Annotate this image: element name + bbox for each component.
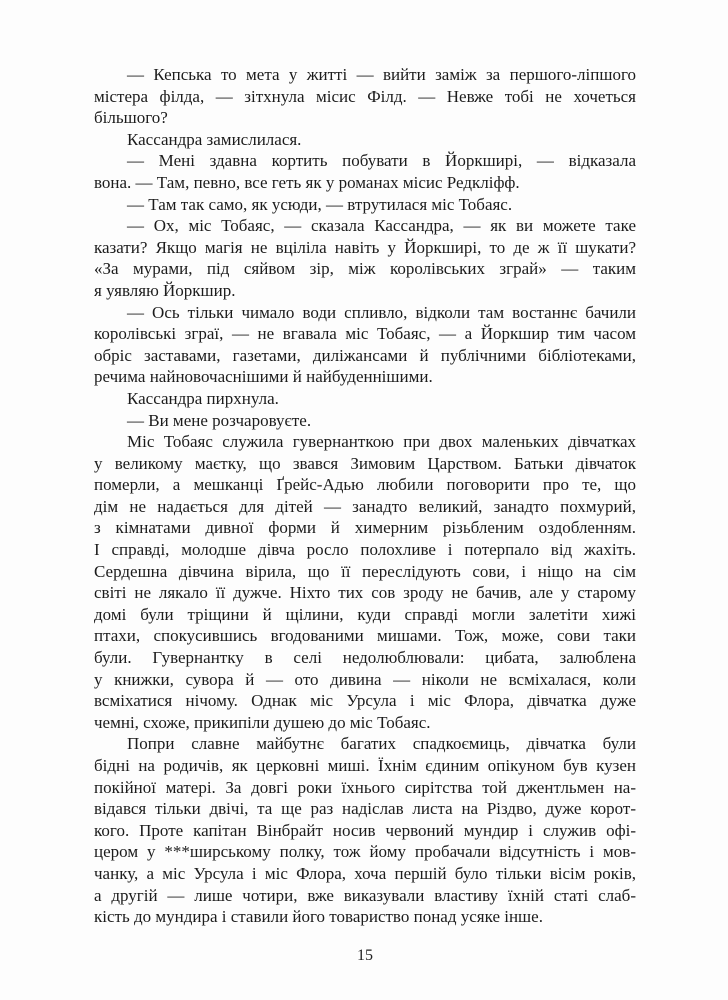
text-line: кого. Проте капітан Вінбрайт носив червоний мундир і служив офі- — [94, 820, 636, 840]
text-line: були. Гувернантку в селі недолюблювали: цибата, залюблена — [94, 648, 636, 668]
text-line: більшого? — [94, 108, 168, 128]
text-line: з кімнатами дивної форми й химерним різьбленим оздобленням. — [94, 518, 636, 538]
text-line: покійної матері. За довгі роки їхнього сирітства той джентльмен на- — [94, 777, 636, 797]
text-line: а другій — лише чотири, вже виказували властиву їхній статі слаб- — [94, 885, 636, 905]
text-line: цером у ***ширському полку, тож йому пробачали відсутність і мов- — [94, 842, 636, 862]
text-line: відався тільки двічі, та ще раз надіслав листа на Різдво, дуже корот- — [94, 799, 636, 819]
text-line: птахи, спокусившись вгодованими мишами. Тож, може, сови таки — [94, 626, 636, 646]
text-line: чемні, схоже, прикипіли душею до міс Тобаяс. — [94, 712, 431, 732]
text-line: дім не надається для дітей — занадто великий, занадто похмурий, — [94, 496, 636, 516]
text-line: — Ось тільки чимало води спливло, відколи там востаннє бачили — [127, 302, 636, 322]
text-line: у великому маєтку, що звався Зимовим Царством. Батьки дівчаток — [94, 453, 636, 473]
text-line: казати? Якщо магія не вціліла навіть у Йоркширі, то де ж її шукати? — [94, 237, 636, 257]
text-block — [94, 64, 636, 928]
text-line: І справді, молодше дівча росло полохливе і потерпало від жахіть. — [94, 540, 636, 560]
text-line: Сердешна дівчина вірила, що її переслідують сови, і ніщо на сім — [94, 561, 636, 581]
text-line: «За мурами, під сяйвом зір, між королівських зграй» — таким — [94, 259, 636, 279]
text-line: — Мені здавна кортить побувати в Йоркширі, — відказала — [127, 151, 636, 171]
text-line: у книжки, сувора й — ото дивина — ніколи не всміхалася, коли — [94, 669, 636, 689]
text-line: — Кепська то мета у житті — вийти заміж за першого-ліпшого — [127, 65, 636, 84]
text-line: — Там так само, як усюди, — втрутилася міс Тобаяс. — [127, 194, 513, 214]
text-line: Кассандра пирхнула. — [127, 388, 279, 408]
text-line: обріс заставами, газетами, диліжансами й публічними бібліотеками, — [94, 345, 636, 365]
text-line: померли, а мешканці Ґрейс-Адью любили поговорити про те, що — [94, 475, 636, 495]
text-line: кість до мундира і ставили його товариство понад усяке інше. — [94, 907, 543, 927]
text-line: Попри славне майбутнє багатих спадкоємиць, дівчатка були — [127, 734, 636, 754]
page-number: 15 — [357, 946, 373, 964]
text-line: домі були тріщини й щілини, куди справді могли залетіти хижі — [94, 604, 636, 624]
text-line: — Ох, міс Тобаяс, — сказала Кассандра, — як ви можете таке — [127, 216, 636, 236]
text-line: я уявляю Йоркшир. — [94, 280, 236, 300]
text-line: всміхатися нічому. Однак міс Урсула і міс Флора, дівчатка дуже — [94, 691, 636, 711]
text-line: речима найновочаснішими й найбуденнішими. — [94, 367, 433, 387]
text-line: бідні на родичів, як церковні миші. Їхнім єдиним опікуном був кузен — [94, 756, 636, 775]
text-line: вона. — Там, певно, все геть як у романах місис Редкліфф. — [94, 172, 520, 192]
text-line: містера філда, — зітхнула місис Філд. — Невже тобі не хочеться — [94, 86, 636, 106]
text-line: королівські зграї, — не вгавала міс Тобаяс, — а Йоркшир тим часом — [94, 324, 636, 344]
text-line: Кассандра замислилася. — [127, 129, 302, 149]
text-line: — Ви мене розчаровуєте. — [127, 410, 312, 430]
text-line: Міс Тобаяс служила гувернанткою при двох маленьких дівчатках — [127, 432, 636, 452]
text-line: чанку, а міс Урсула і міс Флора, хоча першій було тільки вісім років, — [94, 863, 636, 883]
text-line: світі не лякало її дужче. Ніхто тих сов зроду не бачив, але у старому — [94, 583, 636, 603]
